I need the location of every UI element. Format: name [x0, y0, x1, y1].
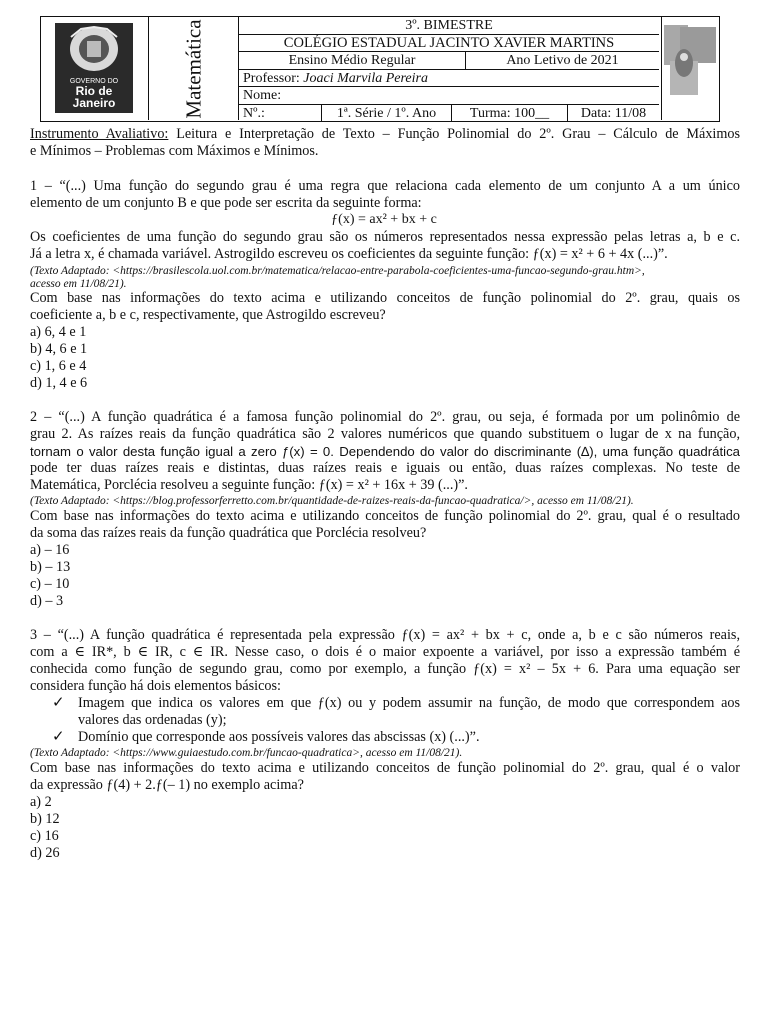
bimester: 3º. BIMESTRE	[405, 18, 493, 33]
q1-text-line: Já a letra x, é chamada variável. Astrogildo escreveu os coeficientes da seguinte função: ƒ(x) = x² + 6 + 4x (...)”.	[30, 246, 668, 262]
q2-option-b: b) – 13	[30, 559, 71, 575]
q3-option-c: c) 16	[30, 828, 59, 844]
q2-option-a: a) – 16	[30, 542, 70, 558]
seal-cell	[661, 17, 719, 120]
q1-question: coeficiente a, b e c, respectivamente, que Astrogildo escreveu?	[30, 307, 386, 323]
school-year: Ano Letivo de 2021	[465, 52, 659, 69]
school-name: COLÉGIO ESTADUAL JACINTO XAVIER MARTINS	[283, 34, 615, 51]
q2-question: da soma das raízes reais da função quadrática que Porclécia resolveu?	[30, 525, 427, 541]
q1-source: (Texto Adaptado: <https://brasilescola.uol.com.br/matematica/relacao-entre-parabola-coeficientes-uma-funcao-segundo-grau.htm>,	[30, 265, 645, 277]
instrument-line-1	[30, 126, 740, 143]
q1-question: Com base nas informações do texto acima e utilizando conceitos de função polinomial do 2º. grau, quais os	[30, 290, 740, 306]
government-logo	[41, 17, 149, 120]
checkmark-icon: ✓	[52, 729, 65, 745]
school-seal-icon	[662, 17, 720, 119]
q1-formula: ƒ(x) = ax² + bx + c	[331, 212, 437, 227]
class-label: Turma: 100__	[451, 105, 567, 121]
q2-text-line: 2 – “(...) A função quadrática é a famosa função polinomial do 2º. grau, ou seja, é formada por um polinômio de	[30, 409, 740, 425]
school-row	[239, 35, 659, 53]
q3-bullet-2: Domínio que corresponde aos possíveis valores das abscissas (x) (...)”.	[78, 729, 480, 745]
q1-text-line: Os coeficientes de uma função do segundo grau são os números representados nessa expressão pelas letras a, b e c.	[30, 229, 740, 245]
q1-option-a: a) 6, 4 e 1	[30, 324, 87, 340]
number-row	[239, 105, 659, 121]
q1-option-b: b) 4, 6 e 1	[30, 341, 88, 357]
level: Ensino Médio Regular	[288, 53, 416, 68]
teacher-name: Joaci Marvila Pereira	[303, 70, 428, 86]
subject-label: Matemática	[181, 18, 205, 119]
teacher-label: Professor:	[243, 70, 304, 86]
rio-de-janeiro-logo-icon	[41, 17, 147, 119]
q3-source: (Texto Adaptado: <https://www.guiaestudo.com.br/funcao-quadratica>, acesso em 11/08/21).	[30, 747, 463, 759]
checkmark-icon: ✓	[52, 695, 65, 711]
teacher-row	[239, 70, 659, 88]
level-row	[239, 52, 659, 70]
q1-text-line: 1 – “(...) Uma função do segundo grau é uma regra que relaciona cada elemento de um conjunto A a um único	[30, 178, 740, 194]
student-name-label: Nome:	[243, 88, 282, 103]
instrument-label: Instrumento Avaliativo:	[30, 126, 169, 142]
name-row	[239, 87, 659, 105]
q1-option-c: c) 1, 6 e 4	[30, 358, 87, 374]
q2-text-line: tornam o valor desta função igual a zero ƒ(x) = 0. Dependendo do valor do discriminante (∆), uma função quadrática	[30, 444, 740, 459]
header-info	[239, 17, 661, 120]
bimester-row	[239, 17, 659, 35]
number-label: Nº.:	[243, 105, 265, 121]
q2-source: (Texto Adaptado: <https://blog.professorferretto.com.br/quantidade-de-raizes-reais-da-funcao-quadratica/>, acesso em 11/08/21).	[30, 495, 634, 507]
q3-bullet-1-cont: valores das ordenadas (y);	[78, 712, 227, 728]
q2-text-line: Matemática, Porclécia resolveu a seguinte função: ƒ(x) = x² + 16x + 39 (...)”.	[30, 477, 468, 493]
q3-option-d: d) 26	[30, 845, 60, 861]
q3-text-line: conhecida como função de segundo grau, como por exemplo, a função ƒ(x) = x² – 5x + 6. Para uma equação ser	[30, 661, 740, 677]
header-table	[40, 16, 720, 122]
q2-option-c: c) – 10	[30, 576, 70, 592]
svg-text:Janeiro: Janeiro	[72, 96, 116, 110]
subject-cell	[149, 17, 239, 120]
q3-text-line: 3 – “(...) A função quadrática é representada pela expressão ƒ(x) = ax² + bx + c, onde a, b e c são números reais,	[30, 627, 740, 643]
q2-text-line: grau 2. As raízes reais da função quadrática são 2 valores numéricos que quando substituem o lugar de x na função,	[30, 426, 740, 442]
q1-source: acesso em 11/08/21).	[30, 278, 127, 290]
q2-option-d: d) – 3	[30, 593, 64, 609]
q3-bullet-1: Imagem que indica os valores em que ƒ(x) ou y podem assumir na função, de modo que correspondem aos	[78, 695, 740, 711]
q3-text-line: com a ∈ IR*, b ∈ IR, c ∈ IR. Nesse caso, o dois é o maior expoente a variável, por isso a expressão também é	[30, 644, 740, 660]
svg-text:GOVERNO DO: GOVERNO DO	[69, 78, 119, 85]
date-label: Data: 11/08	[567, 105, 659, 121]
q1-option-d: d) 1, 4 e 6	[30, 375, 88, 391]
q3-option-a: a) 2	[30, 794, 52, 810]
q3-text-line: considera função há dois elementos básicos:	[30, 678, 281, 694]
q3-option-b: b) 12	[30, 811, 60, 827]
q2-question: Com base nas informações do texto acima e utilizando conceitos de função polinomial do 2º. grau, qual é o resultado	[30, 508, 740, 524]
q1-text-line: elemento de um conjunto B e que pode ser escrita da seguinte forma:	[30, 195, 422, 211]
q3-question: da expressão ƒ(4) + 2.ƒ(– 1) no exemplo acima?	[30, 777, 304, 793]
q3-question: Com base nas informações do texto acima e utilizando conceitos de função polinomial do 2º. grau, qual é o valor	[30, 760, 740, 776]
series-label: 1ª. Série / 1º. Ano	[321, 105, 451, 121]
instrument-line-2: e Mínimos – Problemas com Máximos e Mínimos.	[30, 143, 319, 159]
instrument-description: Leitura e Interpretação de Texto – Função Polinomial do 2º. Grau – Cálculo de Máximos	[168, 126, 741, 142]
svg-text:Rio de: Rio de	[75, 84, 113, 98]
q2-text-line: pode ter duas raízes reais e distintas, duas raízes reais e iguais ou então, duas raízes complexas. No teste de	[30, 460, 740, 476]
